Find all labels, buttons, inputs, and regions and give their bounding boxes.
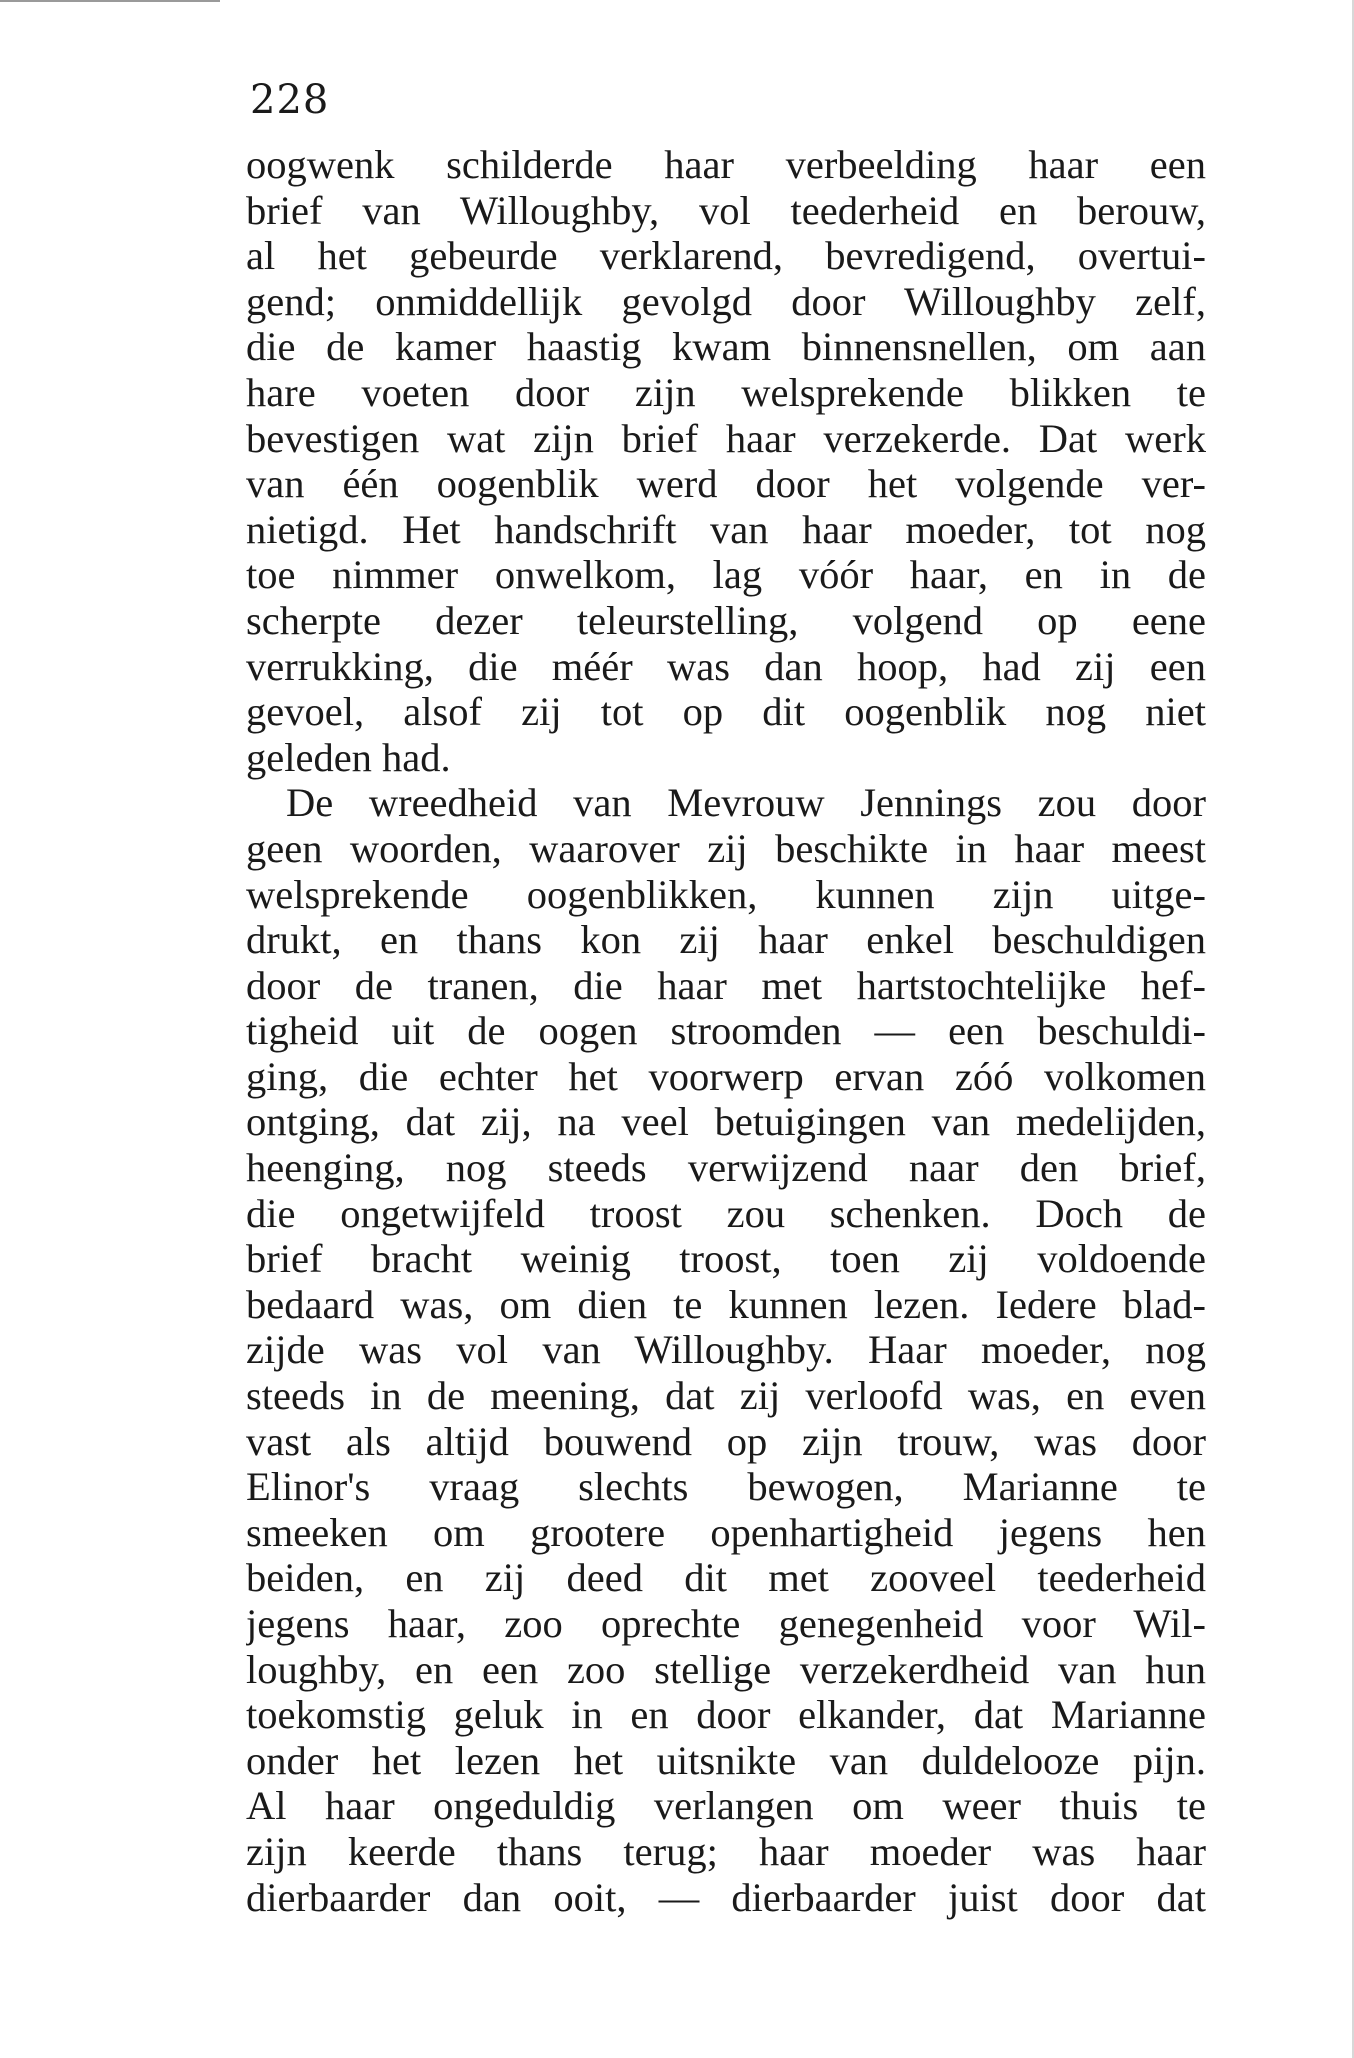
text-line: bedaard was, om dien te kunnen lezen. Iedere blad- xyxy=(246,1281,1206,1327)
text-line: door de tranen, die haar met hartstochtelijke hef- xyxy=(246,962,1206,1008)
text-line: nietigd. Het handschrift van haar moeder, tot nog xyxy=(246,506,1206,552)
text-line: beiden, en zij deed dit met zooveel teederheid xyxy=(246,1555,1206,1601)
text-line: scherpte dezer teleurstelling, volgend op eene xyxy=(246,597,1206,643)
text-line: toekomstig geluk in en door elkander, dat Marianne xyxy=(246,1692,1206,1738)
body-text xyxy=(246,142,1206,1920)
paragraph xyxy=(246,780,1206,1920)
page-top-edge xyxy=(0,0,220,2)
text-line: verrukking, die méér was dan hoop, had zij een xyxy=(246,643,1206,689)
text-line: tigheid uit de oogen stroomden — een beschuldi- xyxy=(246,1008,1206,1054)
text-line: drukt, en thans kon zij haar enkel beschuldigen xyxy=(246,917,1206,963)
paragraph xyxy=(246,142,1206,780)
text-line: onder het lezen het uitsnikte van duldelooze pijn. xyxy=(246,1737,1206,1783)
text-line: toe nimmer onwelkom, lag vóór haar, en in de xyxy=(246,552,1206,598)
text-line: zijde was vol van Willoughby. Haar moeder, nog xyxy=(246,1327,1206,1373)
text-line: ontging, dat zij, na veel betuigingen van medelijden, xyxy=(246,1099,1206,1145)
text-line: geleden had. xyxy=(246,734,451,780)
text-line: heenging, nog steeds verwijzend naar den brief, xyxy=(246,1145,1206,1191)
text-line: al het gebeurde verklarend, bevredigend, overtui- xyxy=(246,233,1206,279)
text-line: vast als altijd bouwend op zijn trouw, was door xyxy=(246,1418,1206,1464)
text-line: oogwenk schilderde haar verbeelding haar een xyxy=(246,142,1206,187)
text-line: hare voeten door zijn welsprekende blikken te xyxy=(246,369,1206,415)
text-line: gend; onmiddellijk gevolgd door Willoughby zelf, xyxy=(246,278,1206,324)
text-line: zijn keerde thans terug; haar moeder was haar xyxy=(246,1828,1206,1874)
text-line: van één oogenblik werd door het volgende ver- xyxy=(246,461,1206,507)
text-line: bevestigen wat zijn brief haar verzekerde. Dat werk xyxy=(246,415,1206,461)
text-line: brief bracht weinig troost, toen zij voldoende xyxy=(246,1236,1206,1282)
text-line: die ongetwijfeld troost zou schenken. Doch de xyxy=(246,1190,1206,1236)
text-line: jegens haar, zoo oprechte genegenheid voor Wil- xyxy=(246,1601,1206,1646)
text-line: loughby, en een zoo stellige verzekerdheid van hun xyxy=(246,1646,1206,1692)
text-line: steeds in de meening, dat zij verloofd was, en even xyxy=(246,1373,1206,1419)
text-line: brief van Willoughby, vol teederheid en berouw, xyxy=(246,187,1206,233)
page-number: 228 xyxy=(250,77,330,123)
text-line: die de kamer haastig kwam binnensnellen, om aan xyxy=(246,324,1206,370)
text-line: ging, die echter het voorwerp ervan zóó volkomen xyxy=(246,1053,1206,1099)
text-line: smeeken om grootere openhartigheid jegens hen xyxy=(246,1509,1206,1555)
text-line: Al haar ongeduldig verlangen om weer thuis te xyxy=(246,1783,1206,1829)
text-line: dierbaarder dan ooit, — dierbaarder juist door dat xyxy=(246,1874,1206,1920)
text-line: geen woorden, waarover zij beschikte in haar meest xyxy=(246,825,1206,871)
text-line: welsprekende oogenblikken, kunnen zijn uitge- xyxy=(246,871,1206,917)
text-line: De wreedheid van Mevrouw Jennings zou door xyxy=(286,780,1206,826)
text-line: gevoel, alsof zij tot op dit oogenblik nog niet xyxy=(246,689,1206,735)
text-line: Elinor's vraag slechts bewogen, Marianne te xyxy=(246,1464,1206,1510)
